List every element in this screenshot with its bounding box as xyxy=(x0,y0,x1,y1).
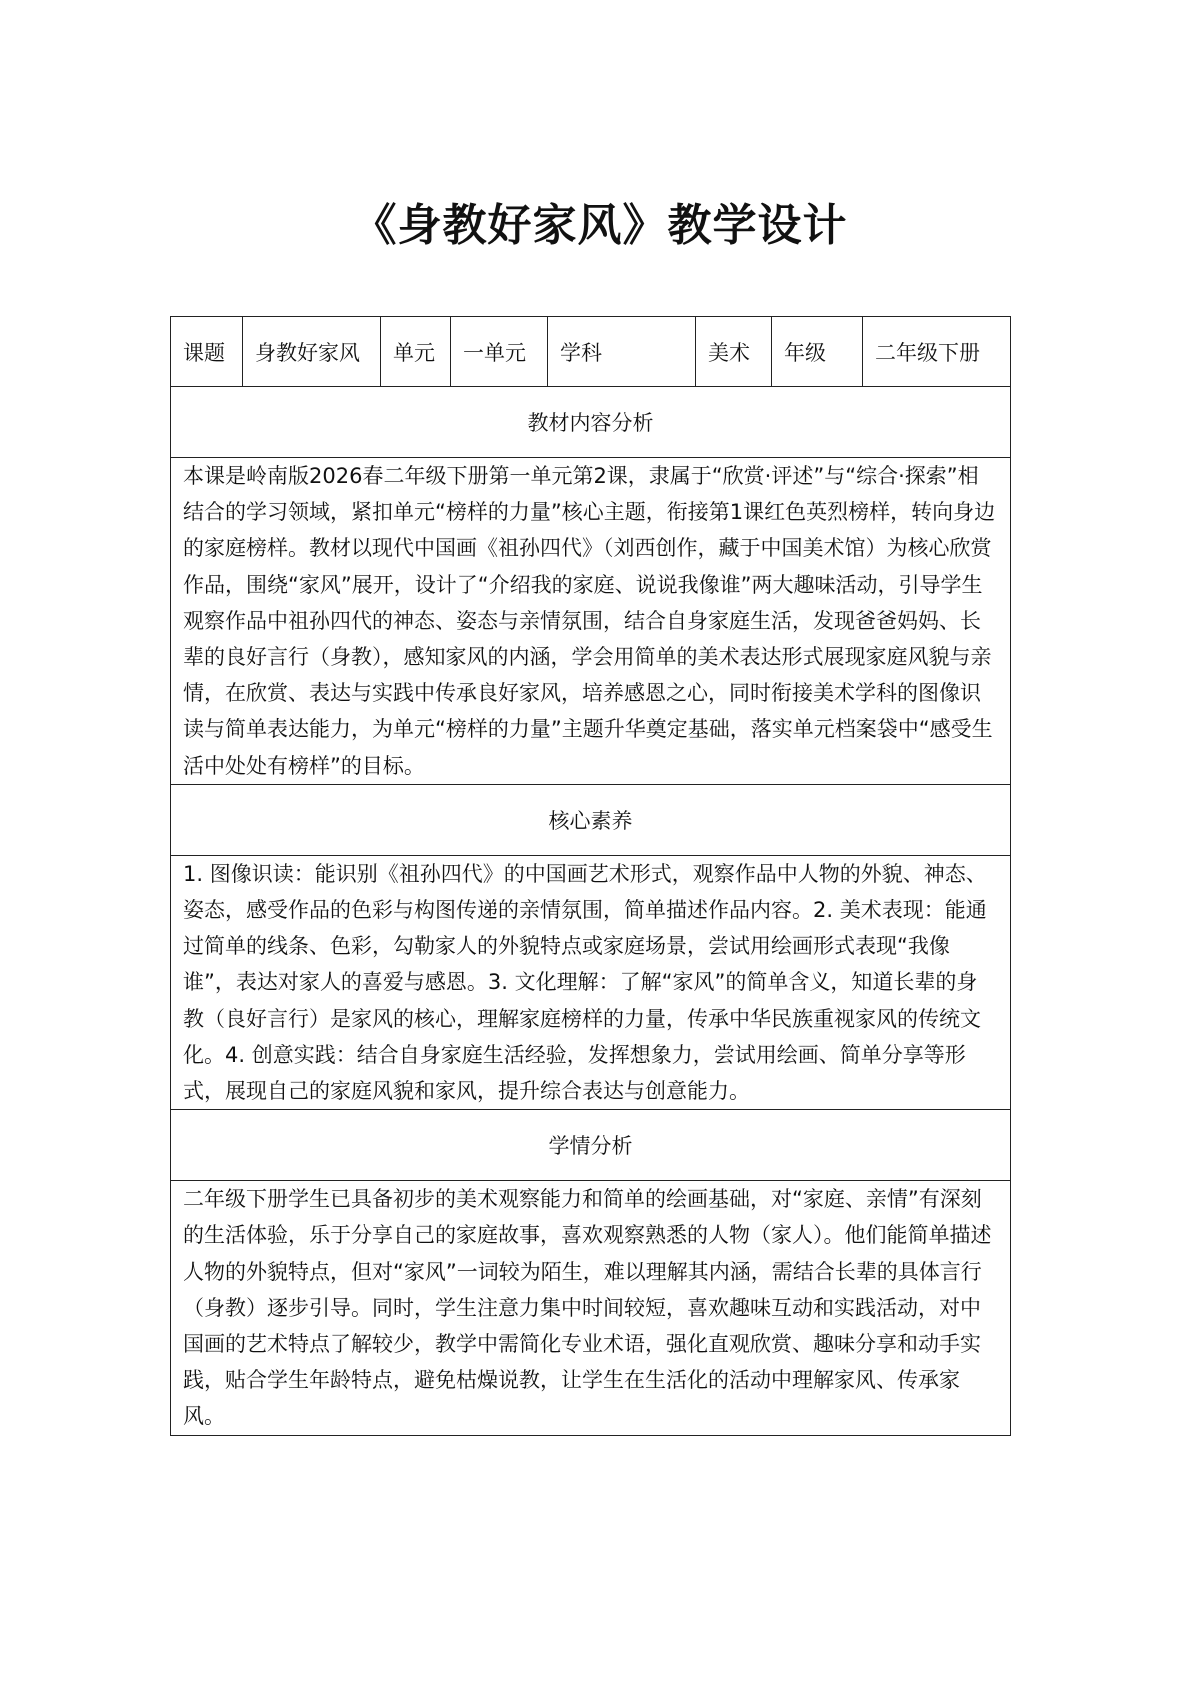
grade-label: 年级 xyxy=(772,317,863,387)
section-body-learner-analysis xyxy=(171,1181,1011,1435)
page-title: 《身教好家风》教学设计 xyxy=(352,200,848,251)
unit-label: 单元 xyxy=(381,317,451,387)
section-heading-row xyxy=(171,387,1011,458)
subject-value: 美术 xyxy=(696,317,772,387)
section-heading-textbook-analysis: 教材内容分析 xyxy=(171,387,1011,458)
section-heading-core-competencies: 核心素养 xyxy=(171,784,1011,855)
section-body-row xyxy=(171,855,1011,1109)
grade-value: 二年级下册 xyxy=(863,317,1011,387)
section-body-textbook-analysis xyxy=(171,458,1011,785)
unit-value: 一单元 xyxy=(451,317,548,387)
section-heading-learner-analysis: 学情分析 xyxy=(171,1110,1011,1181)
topic-label: 课题 xyxy=(171,317,243,387)
lesson-plan-table xyxy=(170,316,1011,1436)
section-body-text: 二年级下册学生已具备初步的美术观察能力和简单的绘画基础，对“家庭、亲情”有深刻的生活体验，乐于分享自己的家庭故事，喜欢观察熟悉的人物（家人）。他们能简单描述人物的外貌特点，但对“家风”一词较为陌生，难以理解其内涵，需结合长辈的具体言行（身教）逐步引导。同时，学生注意力集中时间较短，喜欢趣味互动和实践活动，对中国画的艺术特点了解较少，教学中需简化专业术语，强化直观欣赏、趣味分享和动手实践，贴合学生年龄特点，避免枯燥说教，让学生在生活化的活动中理解家风、传承家风。 xyxy=(183,1187,992,1429)
meta-row xyxy=(171,317,1011,387)
section-body-row xyxy=(171,1181,1011,1435)
section-body-row xyxy=(171,458,1011,785)
section-heading-row xyxy=(171,1110,1011,1181)
section-heading-row xyxy=(171,784,1011,855)
subject-label: 学科 xyxy=(548,317,696,387)
section-body-core-competencies xyxy=(171,855,1011,1109)
section-body-text: 1. 图像识读：能识别《祖孙四代》的中国画艺术形式，观察作品中人物的外貌、神态、姿态，感受作品的色彩与构图传递的亲情氛围，简单描述作品内容。2. 美术表现：能通过简单的线条、色彩，勾勒家人的外貌特点或家庭场景，尝试用绘画形式表现“我像谁”，表达对家人的喜爱与感恩。3. 文化理解：了解“家风”的简单含义，知道长辈的身教（良好言行）是家风的核心，理解家庭榜样的力量，传承中华民族重视家风的传统文化。4. 创意实践：结合自身家庭生活经验，发挥想象力，尝试用绘画、简单分享等形式，展现自己的家庭风貌和家风，提升综合表达与创意能力。 xyxy=(183,861,987,1104)
topic-value: 身教好家风 xyxy=(243,317,381,387)
section-body-text: 本课是岭南版2026春二年级下册第一单元第2课，隶属于“欣赏·评述”与“综合·探索”相结合的学习领域，紧扣单元“榜样的力量”核心主题，衔接第1课红色英烈榜样，转向身边的家庭榜样。教材以现代中国画《祖孙四代》（刘西创作，藏于中国美术馆）为核心欣赏作品，围绕“家风”展开，设计了“介绍我的家庭、说说我像谁”两大趣味活动，引导学生观察作品中祖孙四代的神态、姿态与亲情氛围，结合自身家庭生活，发现爸爸妈妈、长辈的良好言行（身教），感知家风的内涵，学会用简单的美术表达形式展现家庭风貌与亲情，在欣赏、表达与实践中传承良好家风，培养感恩之心，同时衔接美术学科的图像识读与简单表达能力，为单元“榜样的力量”主题升华奠定基础，落实单元档案袋中“感受生活中处处有榜样”的目标。 xyxy=(183,464,996,778)
